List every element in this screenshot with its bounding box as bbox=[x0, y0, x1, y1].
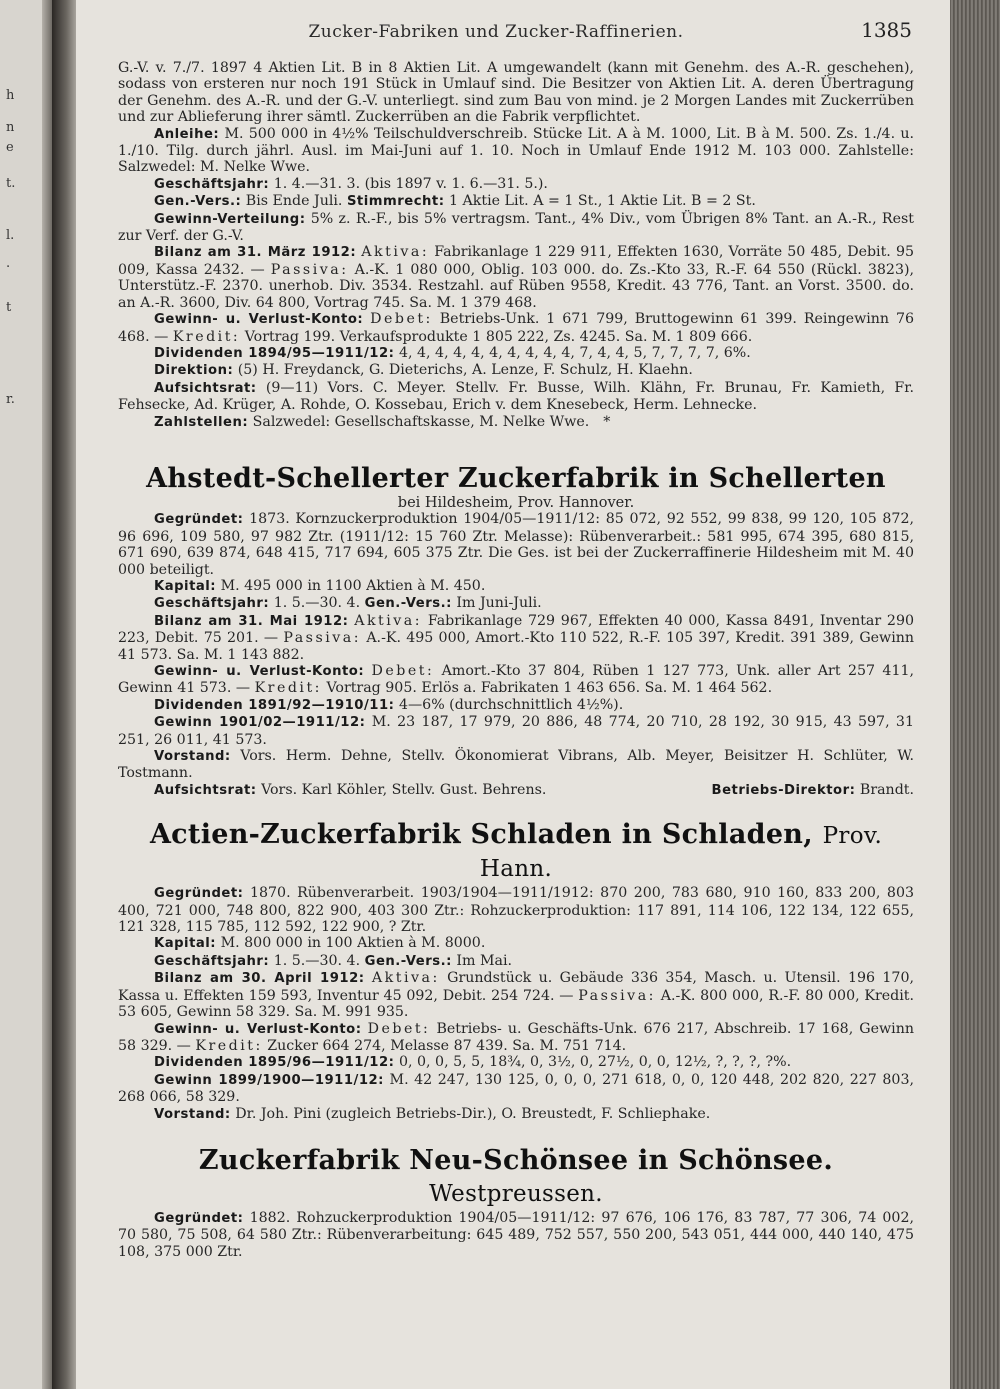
field-value: 1 Aktie Lit. A = 1 St., 1 Aktie Lit. B = 2 St. bbox=[449, 193, 756, 210]
field-value: 1873. Kornzuckerproduktion 1904/05—1911/12: 85 072, 92 552, 99 838, 99 120, 105 872, 96 696, 109 580, 97 982 Ztr. (1911/12: 15 760 Ztr. Melasse): Rübenverarbeit.: 581 995, 674 395, 680 815, 671 690, 639 874, 648 415, 717 694, 605 375 Ztr. Die Ges. ist bei der Zuckerraffinerie Hildesheim mit M. 40 000 beteiligt. bbox=[118, 511, 914, 578]
field-value: Vors. Karl Köhler, Stellv. Gust. Behrens. bbox=[261, 781, 547, 798]
geschaeftsjahr-field bbox=[118, 953, 914, 970]
field-label: Gen.-Vers.: bbox=[154, 194, 242, 210]
gegruendet-field bbox=[118, 511, 914, 578]
genvers-field bbox=[118, 193, 914, 210]
bilanz-field bbox=[118, 970, 914, 1020]
field-label: Gewinn-Verteilung: bbox=[154, 211, 306, 227]
gewinn-verteilung-field bbox=[118, 211, 914, 245]
left-page-fragment: e bbox=[6, 140, 14, 155]
left-page-fragment: h bbox=[6, 88, 15, 103]
company-name: Zuckerfabrik Neu-Schönsee in Schönsee. bbox=[198, 1144, 834, 1176]
debet-label: Debet: bbox=[370, 311, 433, 328]
aktiva-label: Aktiva: bbox=[371, 970, 440, 987]
field-value: 0, 0, 0, 5, 5, 18¾, 0, 3½, 0, 27½, 0, 0, 12½, ?, ?, ?, ?%. bbox=[398, 1054, 792, 1071]
gegruendet-field bbox=[118, 885, 914, 935]
field-value: Fabrikanlage 1 229 911, Effekten 1630, Vorräte 50 485, Debit. 95 009, Kassa 2432. — bbox=[118, 244, 915, 278]
entry-schladen bbox=[118, 819, 914, 1123]
field-label: Aufsichtsrat: bbox=[154, 380, 257, 396]
passiva-label: Passiva: bbox=[283, 630, 362, 647]
field-label: Gewinn- u. Verlust-Konto: bbox=[154, 664, 365, 679]
direktion-field bbox=[118, 362, 914, 379]
field-value: Bis Ende Juli. bbox=[245, 193, 343, 210]
kapital-field bbox=[118, 935, 914, 952]
field-value: 1870. Rübenverarbeit. 1903/1904—1911/1912: 870 200, 783 680, 910 160, 833 200, 803 400, 721 000, 748 800, 822 900, 403 300 Ztr.: Rohzuckerproduktion: 117 891, 114 106, 122 134, 122 655, 121 328, 115 785, 112 592, 122 900, ? Ztr. bbox=[118, 885, 914, 936]
field-label: Bilanz am 31. März 1912: bbox=[154, 245, 357, 261]
field-value: Vortrag 199. Verkaufsprodukte 1 805 222, Zs. 4245. Sa. M. 1 809 666. bbox=[244, 328, 753, 345]
field-label: Gen.-Vers.: bbox=[364, 596, 452, 612]
field-label: Gewinn 1899/1900—1911/12: bbox=[154, 1072, 384, 1088]
bilanz-field bbox=[118, 613, 914, 663]
field-value: Fabrikanlage 729 967, Effekten 40 000, Kassa 8491, Inventar 290 223, Debit. 75 201. — bbox=[118, 612, 915, 647]
dividenden-field bbox=[118, 697, 914, 714]
left-page-fragment: t bbox=[6, 300, 12, 315]
debet-label: Debet: bbox=[367, 1020, 431, 1037]
field-label: Aufsichtsrat: bbox=[154, 782, 257, 798]
dividenden-field bbox=[118, 345, 914, 362]
field-label: Bilanz am 31. Mai 1912: bbox=[154, 613, 349, 629]
geschaeftsjahr-field bbox=[118, 595, 914, 612]
entry-neu-schoensee bbox=[118, 1145, 914, 1260]
field-value: Im Mai. bbox=[456, 952, 512, 969]
field-label: Kapital: bbox=[154, 578, 217, 594]
field-label: Gewinn- u. Verlust-Konto: bbox=[154, 1021, 362, 1037]
gewinn-field bbox=[118, 714, 914, 748]
field-label: Gen.-Vers.: bbox=[364, 953, 452, 969]
field-label: Gewinn- u. Verlust-Konto: bbox=[154, 312, 364, 328]
field-value: M. 23 187, 17 979, 20 886, 48 774, 20 710, 28 192, 30 915, 43 597, 31 251, 26 011, 41 573. bbox=[118, 714, 914, 748]
company-title: Ahstedt-Schellerter Zuckerfabrik in Schellerten bbox=[146, 462, 886, 494]
guv-field bbox=[118, 1021, 914, 1055]
company-location: bei Hildesheim, Prov. Hannover. bbox=[397, 494, 635, 511]
field-value: (9—11) Vors. C. Meyer. Stellv. Fr. Busse, Wilh. Klähn, Fr. Brunau, Fr. Kamieth, Fr. Fehsecke, Ad. Krüger, A. Rohde, O. Kossebau, Erich v. dem Knesebeck, Herm. Lehnecke. bbox=[118, 379, 915, 414]
spacer bbox=[118, 1123, 914, 1145]
field-label: Geschäftsjahr: bbox=[154, 176, 270, 192]
page-content bbox=[118, 60, 914, 1260]
left-page-fragment: n bbox=[6, 120, 15, 135]
field-value: M. 495 000 in 1100 Aktien à M. 450. bbox=[220, 577, 486, 594]
field-value: M. 42 247, 130 125, 0, 0, 0, 271 618, 0, 0, 120 448, 202 820, 227 803, 268 066, 58 329. bbox=[118, 1071, 914, 1106]
company-title bbox=[118, 1145, 914, 1210]
geschaeftsjahr-field bbox=[118, 176, 914, 193]
spacer bbox=[118, 799, 914, 819]
page-header bbox=[76, 18, 916, 44]
kapital-field bbox=[118, 578, 914, 595]
guv-field bbox=[118, 311, 914, 345]
field-label: Betriebs-Direktor: bbox=[711, 782, 856, 798]
field-label: Bilanz am 30. April 1912: bbox=[154, 971, 365, 987]
field-label: Anleihe: bbox=[154, 126, 220, 142]
field-label: Dividenden 1895/96—1911/12: bbox=[154, 1055, 395, 1071]
field-label: Gegründet: bbox=[154, 512, 244, 528]
field-value: A.-K. 800 000, R.-F. 80 000, Kredit. 53 605, Gewinn 58 329. Sa. M. 991 935. bbox=[118, 987, 914, 1021]
field-label: Kapital: bbox=[154, 936, 217, 952]
field-value: M. 500 000 in 4½% Teilschuldverschreib. Stücke Lit. A à M. 1000, Lit. B à M. 500. Zs. 1./4. u. 1./10. Tilg. durch jährl. Ausl. im Mai-Juni auf 1. 10. Noch in Umlauf Ende 1912 M. 103 000. Zahlstelle: Salzwedel: M. Nelke Wwe. bbox=[118, 125, 914, 176]
field-value: M. 800 000 in 100 Aktien à M. 8000. bbox=[220, 935, 486, 952]
company-region: Prov. Hann. bbox=[479, 823, 883, 883]
field-value: Betriebs- u. Geschäfts-Unk. 676 217, Abschreib. 17 168, Gewinn 58 329. — bbox=[118, 1020, 914, 1054]
field-label: Direktion: bbox=[154, 363, 234, 379]
left-page-fragment: l. bbox=[6, 228, 15, 243]
zahlstellen-field bbox=[118, 414, 914, 431]
passiva-label: Passiva: bbox=[578, 987, 656, 1004]
spacer bbox=[118, 431, 914, 463]
field-value: 4—6% (durchschnittlich 4½%). bbox=[398, 696, 624, 713]
field-value: 1. 4.—31. 3. (bis 1897 v. 1. 6.—31. 5.). bbox=[273, 175, 548, 192]
entry-continued bbox=[118, 60, 914, 431]
kredit-label: Kredit: bbox=[254, 680, 322, 697]
field-label: Zahlstellen: bbox=[154, 414, 249, 430]
entry-ahstedt-schellerter bbox=[118, 463, 914, 799]
debet-label: Debet: bbox=[371, 663, 435, 679]
dividenden-field bbox=[118, 1054, 914, 1071]
field-label: Geschäftsjahr: bbox=[154, 596, 270, 612]
field-label: Stimmrecht: bbox=[346, 194, 445, 210]
page-number: 1385 bbox=[861, 18, 912, 42]
bilanz-field bbox=[118, 244, 914, 311]
book-fold-shadow bbox=[52, 0, 76, 1389]
field-value: 1882. Rohzuckerproduktion 1904/05—1911/12: 97 676, 106 176, 83 787, 77 306, 74 002, 70 580, 75 508, 64 580 Ztr.: Rübenverarbeitung: 645 489, 752 557, 550 200, 543 051, 444 000, 440 140, 475 108, 375 000 Ztr. bbox=[118, 1209, 914, 1260]
field-value: Salzwedel: Gesellschaftskasse, M. Nelke Wwe. bbox=[252, 413, 590, 430]
vorstand-field bbox=[118, 1106, 914, 1123]
running-head: Zucker-Fabriken und Zucker-Raffinerien. bbox=[308, 22, 684, 42]
field-value: Grundstück u. Gebäude 336 354, Masch. u. Utensil. 196 170, Kassa u. Effekten 159 593, Inventur 45 092, Debit. 254 724. — bbox=[118, 970, 914, 1004]
aktiva-label: Aktiva: bbox=[361, 244, 430, 261]
field-value: Dr. Joh. Pini (zugleich Betriebs-Dir.), O. Breustedt, F. Schliephake. bbox=[235, 1105, 711, 1122]
anleihe-field bbox=[118, 126, 914, 176]
aufsichtsrat-field bbox=[118, 782, 914, 799]
vorstand-field bbox=[118, 748, 914, 782]
stacked-pages-edge bbox=[950, 0, 1000, 1389]
field-value: Betriebs-Unk. 1 671 799, Bruttogewinn 61 399. Reingewinn 76 468. — bbox=[118, 311, 914, 345]
gv-paragraph: G.-V. v. 7./7. 1897 4 Aktien Lit. B in 8 Aktien Lit. A umgewandelt (kann mit Genehm. des A.-R. geschehen), sodass von ersteren nur noch 191 Stück in Umlauf sind. Die Besitzer von Aktien Lit. A. deren Übertragung der Genehm. des A.-R. und der G.-V. unterliegt. sind zum Bau von mind. je 2 Morgen Landes mit Zuckerrüben und zur Ablieferung ihrer sämtl. Zuckerrüben an die Fabrik verpflichtet. bbox=[118, 60, 914, 126]
left-page-fragment: r. bbox=[6, 392, 15, 407]
left-page-edge bbox=[0, 0, 53, 1389]
field-value: A.-K. 1 080 000, Oblig. 103 000. do. Zs.-Kto 33, R.-F. 64 550 (Rückl. 3823), Unterstütz.-F. 2370. unerhob. Div. 3534. Restzahl. auf Rüben 9558, Kredit. 43 776, Tant. an Vorst. 3500. do. an A.-R. 3600, Div. 64 800, Vortrag 745. Sa. M. 1 379 468. bbox=[118, 261, 915, 311]
field-value: Zucker 664 274, Melasse 87 439. Sa. M. 751 714. bbox=[267, 1037, 627, 1054]
field-label: Gewinn 1901/02—1911/12: bbox=[154, 715, 366, 731]
field-value: 5% z. R.-F., bis 5% vertragsm. Tant., 4% Div., vom Übrigen 8% Tant. an A.-R., Rest zur Verf. der G.-V. bbox=[118, 210, 914, 245]
field-label: Dividenden 1894/95—1911/12: bbox=[154, 345, 395, 361]
field-value: 1. 5.—30. 4. bbox=[273, 595, 361, 612]
field-label: Vorstand: bbox=[154, 1106, 231, 1122]
field-value: Im Juni-Juli. bbox=[456, 595, 542, 612]
guv-field bbox=[118, 663, 914, 697]
field-value: Brandt. bbox=[859, 781, 914, 798]
field-label: Dividenden 1891/92—1910/11: bbox=[154, 697, 395, 713]
field-label: Vorstand: bbox=[154, 749, 231, 765]
book-page bbox=[76, 0, 950, 1389]
gegruendet-field bbox=[118, 1210, 914, 1260]
aufsichtsrat-field bbox=[118, 380, 914, 414]
field-value: Vors. Herm. Dehne, Stellv. Ökonomierat Vibrans, Alb. Meyer, Beisitzer H. Schlüter, W. Tostmann. bbox=[118, 748, 914, 782]
gewinn-field bbox=[118, 1072, 914, 1106]
field-value: 1. 5.—30. 4. bbox=[273, 952, 361, 969]
field-value: A.-K. 495 000, Amort.-Kto 110 522, R.-F. 105 397, Kredit. 391 389, Gewinn 41 573. Sa. M. 1 143 882. bbox=[118, 630, 915, 663]
left-page-fragment: . bbox=[6, 256, 11, 271]
field-value: Vortrag 905. Erlös a. Fabrikaten 1 463 656. Sa. M. 1 464 562. bbox=[326, 680, 773, 697]
asterisk-mark: * bbox=[603, 413, 611, 430]
field-label: Gegründet: bbox=[154, 886, 244, 902]
kredit-label: Kredit: bbox=[195, 1037, 263, 1054]
company-name: Actien-Zuckerfabrik Schladen in Schladen, bbox=[149, 819, 813, 851]
field-value: 4, 4, 4, 4, 4, 4, 4, 4, 4, 4, 7, 4, 4, 5, 7, 7, 7, 7, 6%. bbox=[398, 344, 751, 361]
aktiva-label: Aktiva: bbox=[354, 612, 423, 629]
field-value: Amort.-Kto 37 804, Rüben 1 127 773, Unk. aller Art 257 411, Gewinn 41 573. — bbox=[118, 663, 915, 697]
left-page-fragment: t. bbox=[6, 176, 16, 191]
passiva-label: Passiva: bbox=[270, 261, 349, 278]
kredit-label: Kredit: bbox=[172, 328, 241, 345]
field-label: Gegründet: bbox=[154, 1210, 244, 1226]
page-gutter bbox=[42, 0, 52, 1389]
field-value: (5) H. Freydanck, G. Dieterichs, A. Lenze, F. Schulz, H. Klaehn. bbox=[237, 362, 693, 379]
field-label: Geschäftsjahr: bbox=[154, 953, 270, 969]
company-region: Westpreussen. bbox=[429, 1180, 603, 1207]
company-title bbox=[118, 819, 914, 885]
